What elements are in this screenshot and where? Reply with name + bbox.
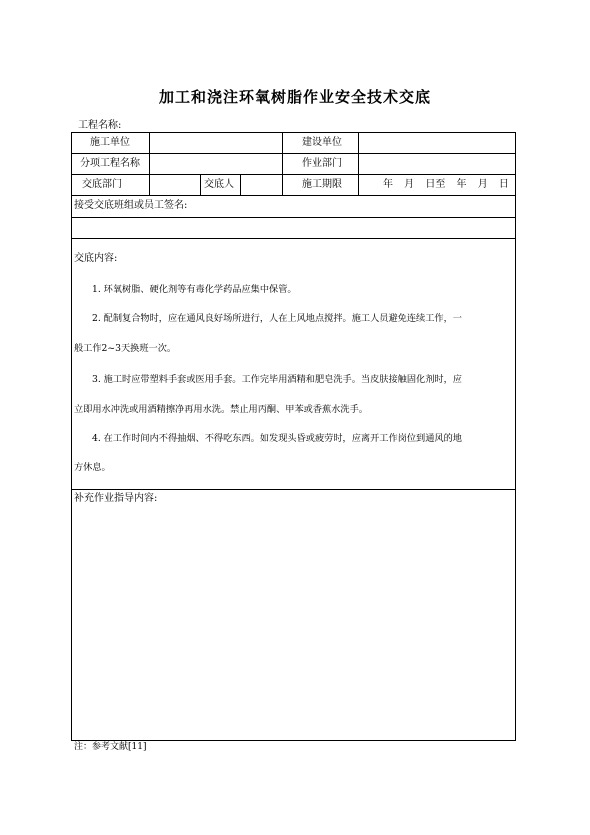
content-paragraph: 4. 在工作时间内不得抽烟、不得吃东西。如发现头昏或疲劳时，应离开工作岗位到通风的地 xyxy=(92,433,462,444)
row-divider xyxy=(72,153,515,154)
handover-form xyxy=(71,132,516,741)
content-paragraph: 3. 施工时应带塑料手套或医用手套。工作完毕用酒精和肥皂洗手。当皮肤接触固化剂时，应 xyxy=(92,374,462,385)
col-divider xyxy=(149,174,150,195)
construction-period-value: 年 月 日至 年 月 日 xyxy=(383,179,509,190)
col-divider xyxy=(240,174,241,195)
row-divider xyxy=(72,217,515,218)
handover-dept-label: 交底部门 xyxy=(82,179,122,190)
sub-project-name-label: 分项工程名称 xyxy=(80,158,140,169)
operation-dept-label: 作业部门 xyxy=(302,158,342,169)
supplement-label: 补充作业指导内容: xyxy=(74,493,158,504)
handover-person-label: 交底人 xyxy=(204,179,234,190)
col-divider xyxy=(200,174,201,195)
content-paragraph: 方休息。 xyxy=(74,462,111,473)
col-divider xyxy=(149,133,150,174)
col-divider xyxy=(282,133,283,195)
construction-unit-label: 施工单位 xyxy=(90,137,130,148)
document-title: 加工和浇注环氧树脂作业安全技术交底 xyxy=(158,88,431,106)
row-divider xyxy=(72,238,515,239)
content-paragraph: 立即用水冲洗或用酒精擦净再用水洗。禁止用丙酮、甲苯或香蕉水洗手。 xyxy=(74,404,368,415)
row-divider xyxy=(72,489,515,490)
receiver-signature-label: 接受交底班组或员工签名: xyxy=(74,200,188,211)
footnote: 注：参考文献[11] xyxy=(74,742,147,752)
row-divider xyxy=(72,195,515,196)
content-paragraph: 2. 配制复合物时，应在通风良好场所进行，人在上风地点搅拌。施工人员避免连续工作，一 xyxy=(92,313,462,324)
construction-period-label: 施工期限 xyxy=(302,179,342,190)
content-paragraph: 1. 环氧树脂、硬化剂等有毒化学药品应集中保管。 xyxy=(92,284,297,295)
row-divider xyxy=(72,174,515,175)
content-label: 交底内容: xyxy=(74,253,118,264)
content-paragraph: 般工作2~3天换班一次。 xyxy=(74,343,177,354)
client-unit-label: 建设单位 xyxy=(302,137,342,148)
col-divider xyxy=(358,133,359,195)
project-name-label: 工程名称: xyxy=(78,120,122,131)
